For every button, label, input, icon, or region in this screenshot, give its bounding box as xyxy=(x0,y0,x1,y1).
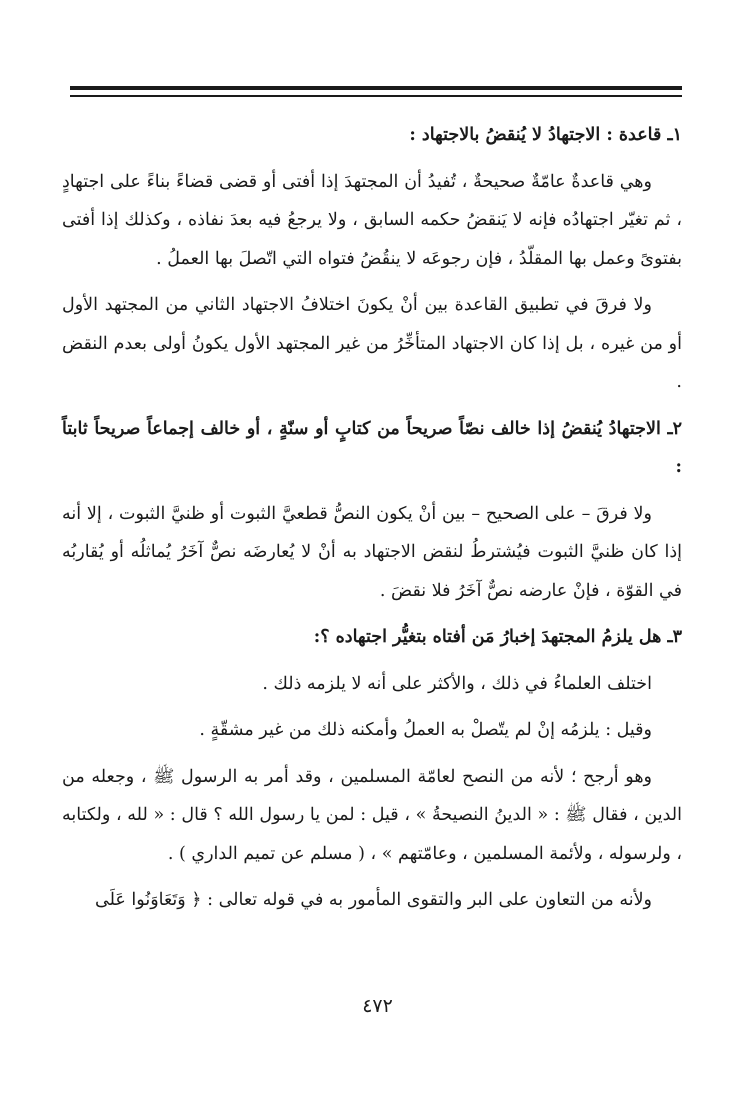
paragraph: ولأنه من التعاون على البر والتقوى المأمور به في قوله تعالى : ﴿ وَتَعَاوَنُوا عَلَى xyxy=(95,890,652,910)
paragraph: ولا فرقَ – على الصحيح – بين أنْ يكون النصُّ قطعيَّ الثبوت أو ظنيَّ الثبوت ، إلا أنه إذا كان ظنيَّ الثبوت فيُشترطُ لنقض الاجتهاد به أنْ لا يُعارضَه نصٌّ آخَرُ يُماثلُه أو يُقاربُه في القوّة ، فإنْ عارضه نصٌّ آخَرُ فلا نقضَ . xyxy=(62,503,682,601)
header-rule-thick xyxy=(70,86,682,90)
rule-3-heading: ٣ـ هل يلزمُ المجتهدَ إخبارُ مَن أفتاه بتغيُّر اجتهاده ؟: xyxy=(313,627,682,647)
rule-1-heading: ١ـ قاعدة : الاجتهادُ لا يُنقضُ بالاجتهاد : xyxy=(409,125,682,145)
header-rule-thin xyxy=(70,95,682,97)
paragraph: وهي قاعدةٌ عامّةٌ صحيحةٌ ، تُفيدُ أن المجتهدَ إذا أفتى أو قضى قضاءً بناءً على اجتهادٍ ، ثم تغيّر اجتهادُه فإنه لا يَنقضُ حكمه السابق ، ولا يرجعُ فيه بعدَ نفاذه ، وكذلك إذا أفتى بفتوىً وعمل بها المقلّدُ ، فإن رجوعَه لا ينقُضُ فتواه التي اتّصلَ بها العملُ . xyxy=(62,171,682,269)
body-text xyxy=(62,116,682,920)
paragraph: ولا فرقَ في تطبيق القاعدة بين أنْ يكونَ اختلافُ الاجتهاد الثاني من المجتهد الأول أو من غيره ، بل إذا كان الاجتهاد المتأخِّرُ من غير المجتهد الأول يكونُ أولى بعدم النقض . xyxy=(62,295,682,392)
page-number: ٤٧٢ xyxy=(362,995,393,1017)
paragraph: اختلف العلماءُ في ذلك ، والأكثر على أنه لا يلزمه ذلك . xyxy=(262,673,652,694)
paragraph: وهو أرجح ؛ لأنه من النصح لعامّة المسلمين ، وقد أمر به الرسول ﷺ ، وجعله من الدين ، فقال ﷺ : « الدينُ النصيحةُ » ، قيل : لمن يا رسول الله ؟ قال : « لله ، ولكتابه ، ولرسوله ، ولأئمة المسلمين ، وعامّتهم » ، ( مسلم عن تميم الداري ) . xyxy=(62,766,682,864)
paragraph: وقيل : يلزمُه إنْ لم يتّصلْ به العملُ وأمكنه ذلك من غير مشقّةٍ . xyxy=(199,720,652,740)
rule-2-heading: ٢ـ الاجتهادُ يُنقضُ إذا خالف نصّاً صريحاً من كتابٍ أو سنّةٍ ، أو خالف إجماعاً صريحاً ثابتاً : xyxy=(62,418,682,477)
